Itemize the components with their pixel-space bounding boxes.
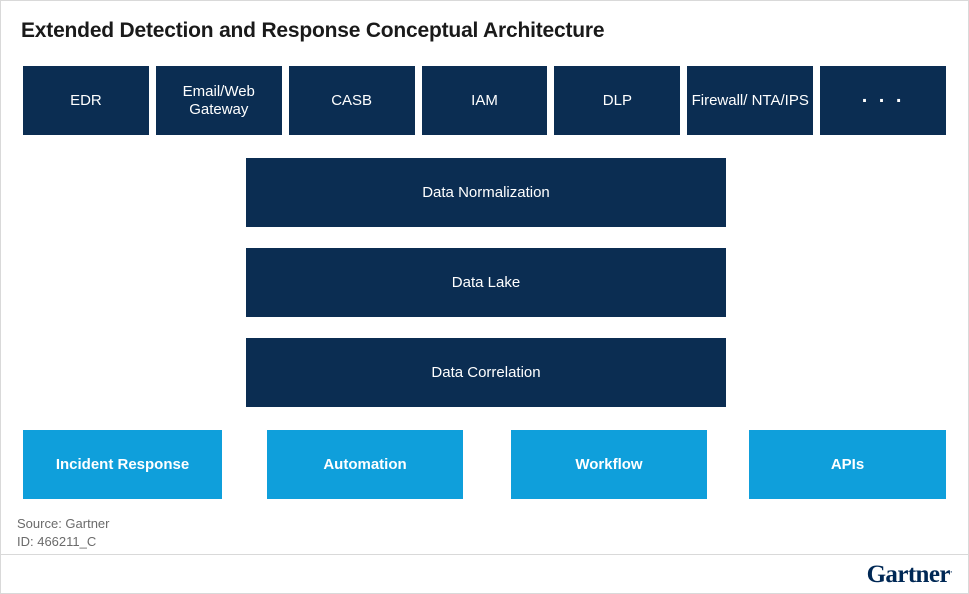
ellipsis-icon: . . . bbox=[861, 85, 905, 107]
source-box-dlp bbox=[554, 66, 680, 135]
source-box-label: Email/Web Gateway bbox=[182, 83, 255, 118]
source-box-label: CASB bbox=[331, 91, 373, 109]
gartner-logo-text: Gartner bbox=[866, 561, 950, 588]
capability-incident-response bbox=[23, 430, 222, 499]
gartner-logo bbox=[867, 561, 952, 589]
source-box-label: DLP bbox=[602, 91, 632, 109]
source-attribution bbox=[17, 515, 110, 550]
capability-label: Workflow bbox=[575, 456, 643, 473]
capability-label: Incident Response bbox=[55, 456, 190, 473]
capability-automation bbox=[267, 430, 463, 499]
capability-label: Automation bbox=[323, 456, 407, 473]
registered-mark: . bbox=[949, 563, 952, 576]
layer-data-correlation bbox=[246, 338, 726, 407]
footer-divider bbox=[1, 554, 969, 555]
source-line: Source: Gartner bbox=[17, 516, 110, 531]
source-box-email-web-gateway bbox=[156, 66, 282, 135]
source-box-label: IAM bbox=[471, 91, 498, 109]
source-products-row bbox=[23, 66, 946, 135]
source-box-more bbox=[820, 66, 946, 135]
source-box-label: EDR bbox=[70, 91, 102, 109]
layer-label: Data Correlation bbox=[431, 364, 541, 381]
layer-label: Data Lake bbox=[451, 274, 521, 291]
source-box-iam bbox=[422, 66, 548, 135]
layer-data-lake bbox=[246, 248, 726, 317]
capability-label: APIs bbox=[830, 456, 865, 473]
page-title: Extended Detection and Response Conceptual Architecture bbox=[21, 19, 605, 42]
capabilities-row bbox=[23, 430, 946, 499]
source-box-casb bbox=[289, 66, 415, 135]
source-box-edr bbox=[23, 66, 149, 135]
capability-workflow bbox=[511, 430, 707, 499]
diagram-id: ID: 466211_C bbox=[17, 533, 97, 549]
source-box-label: Firewall/ NTA/IPS bbox=[691, 91, 809, 109]
layer-data-normalization bbox=[246, 158, 726, 227]
layer-label: Data Normalization bbox=[422, 184, 550, 201]
source-box-firewall-nta-ips bbox=[687, 66, 813, 135]
capability-apis bbox=[749, 430, 946, 499]
